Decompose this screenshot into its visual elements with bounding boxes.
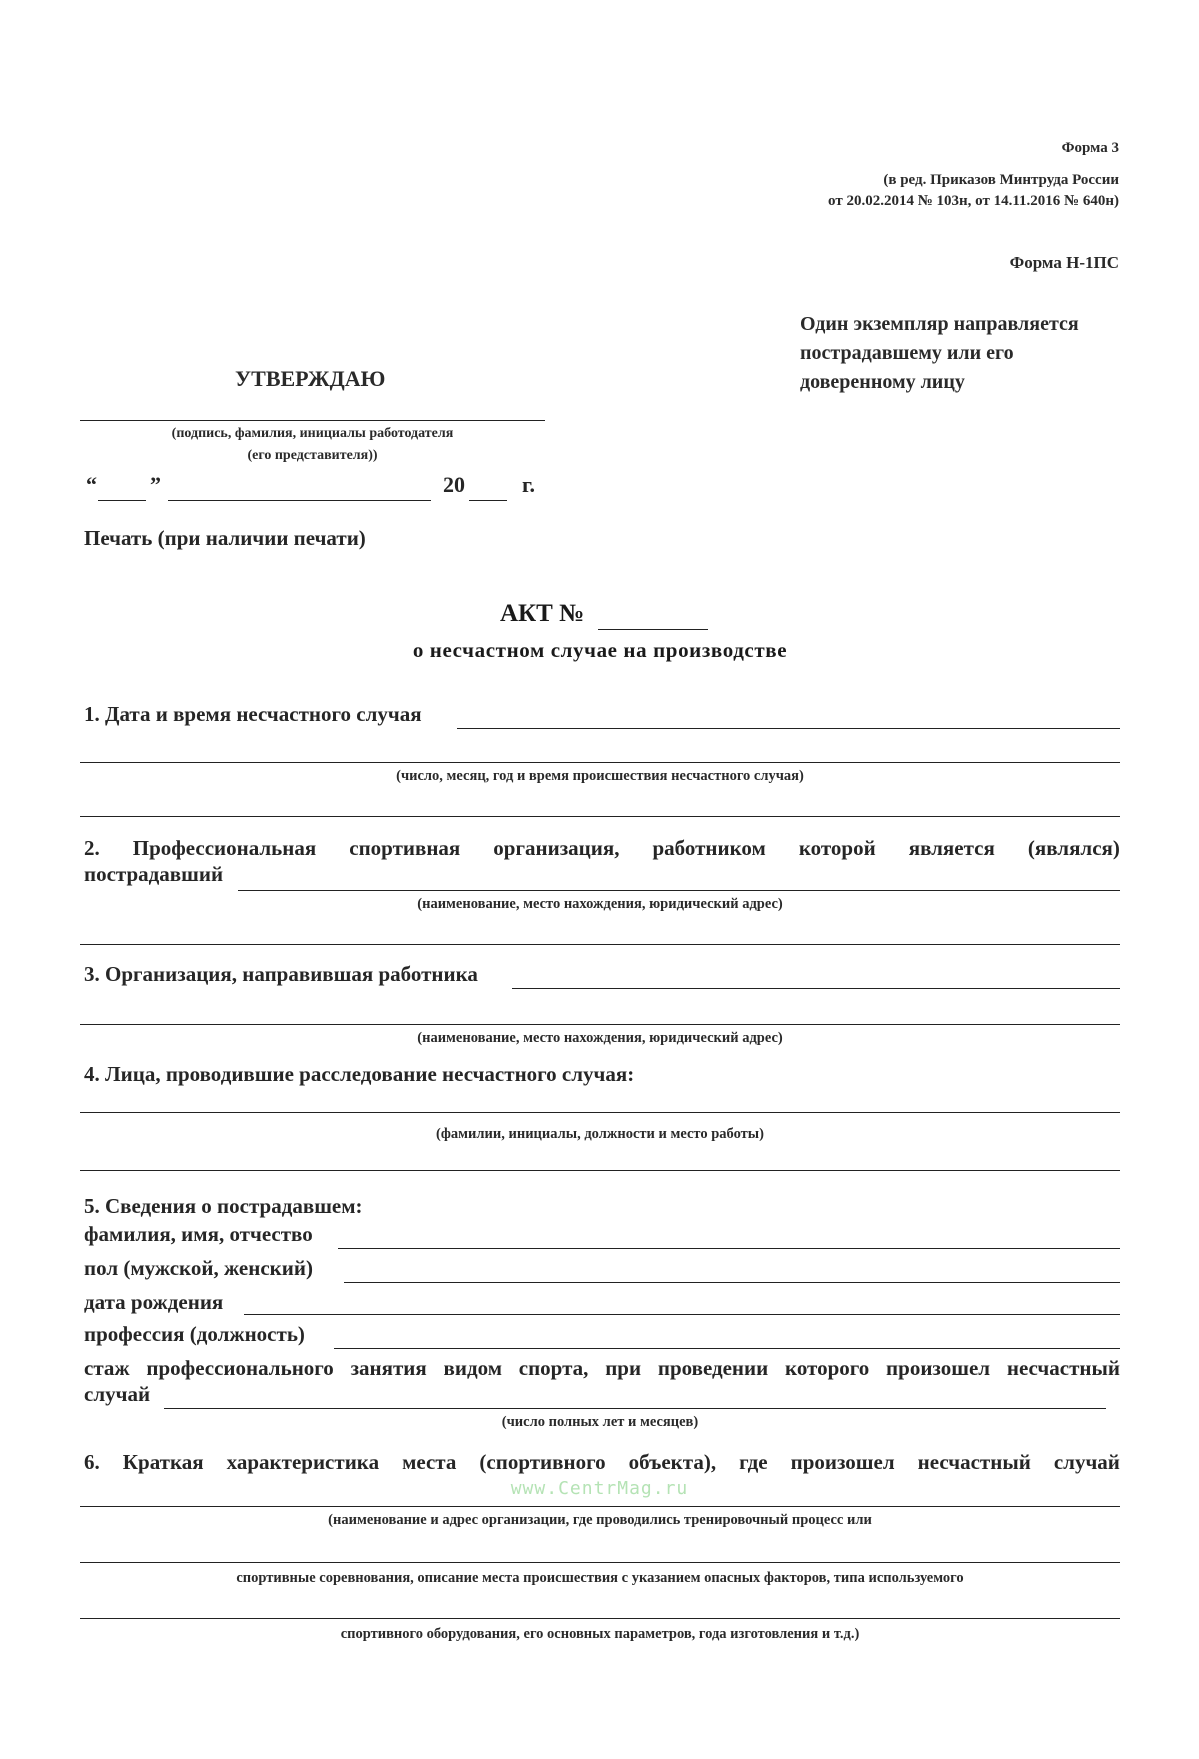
s5-exp-word: видом (443, 1356, 502, 1380)
s5-exp-word: спорта, (518, 1356, 589, 1380)
form-code: Форма Н-1ПС (1009, 253, 1119, 272)
act-number-line[interactable] (598, 629, 708, 630)
s4-line-2[interactable] (80, 1170, 1120, 1171)
s5-exp-word: профессионального (146, 1356, 334, 1380)
s5-experience-caption: (число полных лет и месяцев) (501, 1414, 699, 1430)
act-subtitle: о несчастном случае на производстве (412, 638, 788, 662)
s3-label: 3. Организация, направившая работника (84, 962, 478, 986)
s5-experience-label (84, 1356, 1120, 1381)
copy-note-line-3: доверенному лицу (800, 371, 965, 393)
s6-word: произошел (790, 1450, 895, 1474)
date-month-line[interactable] (168, 500, 431, 501)
copy-note (800, 310, 1079, 397)
s2-line-2[interactable] (80, 944, 1120, 945)
s6-word: где (739, 1450, 768, 1474)
stamp-label: Печать (при наличии печати) (84, 526, 366, 550)
s5-name-label: фамилия, имя, отчество (84, 1222, 313, 1246)
copy-note-line-1: Один экземпляр направляется (800, 313, 1079, 335)
s6-caption-1: (наименование и адрес организации, где проводились тренировочный процесс или (328, 1512, 872, 1528)
s5-experience-label-line-2: случай (84, 1382, 151, 1406)
s6-line-1[interactable] (80, 1506, 1120, 1507)
date-day-line[interactable] (98, 500, 146, 501)
s2-word: организация, (493, 836, 620, 860)
s6-label (84, 1450, 1120, 1475)
s6-word: характеристика (226, 1450, 380, 1474)
watermark: www.CentrMag.ru (510, 1478, 689, 1499)
s3-line-1[interactable] (512, 988, 1120, 989)
s5-name-line[interactable] (338, 1248, 1120, 1249)
s6-word: места (402, 1450, 457, 1474)
signature-caption-1: (подпись, фамилия, инициалы работодателя (171, 426, 454, 441)
s6-line-2[interactable] (80, 1562, 1120, 1563)
form-number: Форма 3 (1061, 140, 1119, 156)
s1-line-3[interactable] (80, 816, 1120, 817)
s2-word: 2. (84, 836, 100, 860)
s5-exp-word: проведении (657, 1356, 769, 1380)
s3-line-2[interactable] (80, 1024, 1120, 1025)
s5-sex-line[interactable] (344, 1282, 1120, 1283)
s2-word: (являлся) (1027, 836, 1120, 860)
s6-word: объекта), (628, 1450, 717, 1474)
s5-experience-line[interactable] (164, 1408, 1106, 1409)
revision-note (828, 170, 1119, 212)
date-year-line[interactable] (469, 500, 507, 501)
s2-line-1[interactable] (238, 890, 1120, 891)
s6-word: случай (1053, 1450, 1120, 1474)
copy-note-line-2: пострадавшему или его (800, 342, 1014, 364)
date-close-quote: ” (150, 472, 161, 497)
s6-word: 6. (84, 1450, 100, 1474)
s1-line-2[interactable] (80, 762, 1120, 763)
s5-label: 5. Сведения о пострадавшем: (84, 1194, 363, 1218)
s2-word: Профессиональная (132, 836, 317, 860)
s2-caption: (наименование, место нахождения, юридический адрес) (417, 896, 783, 912)
s5-exp-word: которого (785, 1356, 870, 1380)
s5-sex-label: пол (мужской, женский) (84, 1256, 313, 1280)
s4-caption: (фамилии, инициалы, должности и место работы) (436, 1126, 764, 1142)
s5-exp-word: занятия (350, 1356, 427, 1380)
date-year-suffix: г. (522, 472, 536, 497)
s5-profession-line[interactable] (334, 1348, 1120, 1349)
s5-birth-label: дата рождения (84, 1290, 224, 1314)
s2-word: работником (652, 836, 766, 860)
s6-caption-2: спортивные соревнования, описание места происшествия с указанием опасных факторов, типа используемого (236, 1570, 964, 1586)
s2-word: является (908, 836, 995, 860)
signature-line[interactable] (80, 420, 545, 421)
act-title: АКТ № (500, 600, 585, 627)
s6-word: Краткая (122, 1450, 204, 1474)
s1-line-1[interactable] (457, 728, 1120, 729)
s2-word: спортивная (349, 836, 461, 860)
s6-word: несчастный (917, 1450, 1031, 1474)
s6-line-3[interactable] (80, 1618, 1120, 1619)
s4-label: 4. Лица, проводившие расследование несчастного случая: (84, 1062, 635, 1086)
s5-profession-label: профессия (должность) (84, 1322, 305, 1346)
s1-caption: (число, месяц, год и время происшествия несчастного случая) (396, 768, 804, 784)
revision-line-1: (в ред. Приказов Минтруда России (883, 172, 1119, 188)
s5-exp-word: несчастный (1006, 1356, 1120, 1380)
s5-birth-line[interactable] (244, 1314, 1120, 1315)
s1-label: 1. Дата и время несчастного случая (84, 702, 422, 726)
date-year-prefix: 20 (443, 472, 465, 497)
s5-exp-word: при (605, 1356, 642, 1380)
s3-caption: (наименование, место нахождения, юридический адрес) (417, 1030, 783, 1046)
s5-exp-word: произошел (886, 1356, 991, 1380)
date-open-quote: “ (86, 472, 97, 497)
revision-line-2: от 20.02.2014 № 103н, от 14.11.2016 № 640н) (828, 193, 1119, 209)
s5-exp-word: стаж (84, 1356, 130, 1380)
s2-label-line-2: пострадавший (84, 862, 224, 886)
s2-word: которой (798, 836, 876, 860)
s6-caption-3: спортивного оборудования, его основных параметров, года изготовления и т.д.) (340, 1626, 860, 1642)
s6-word: (спортивного (479, 1450, 606, 1474)
signature-caption-2: (его представителя)) (247, 448, 378, 463)
s4-line-1[interactable] (80, 1112, 1120, 1113)
approve-title: УТВЕРЖДАЮ (235, 366, 386, 391)
s2-label (84, 836, 1120, 861)
